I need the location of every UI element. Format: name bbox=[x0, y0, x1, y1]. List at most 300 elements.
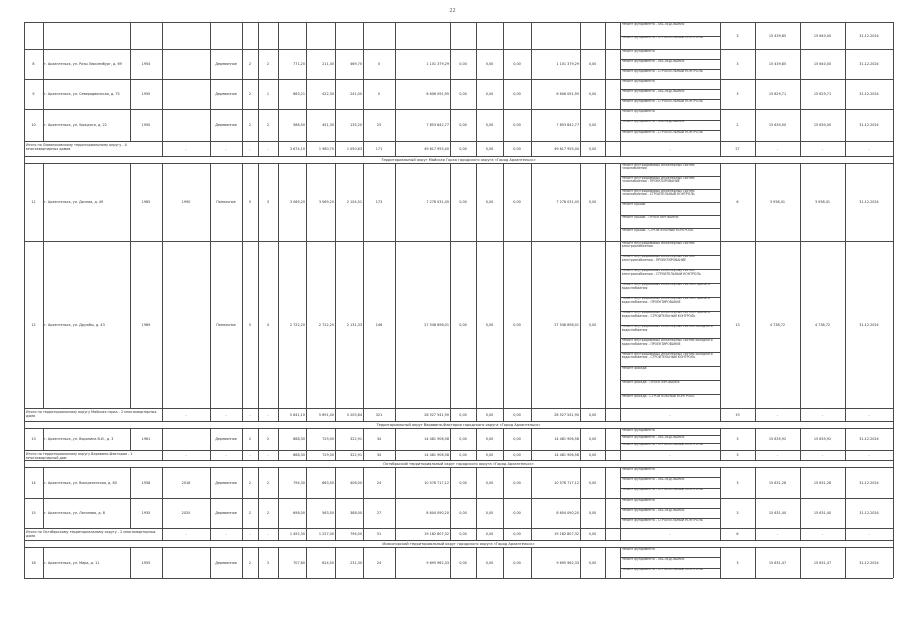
row-total-area: 3 674,10 bbox=[289, 146, 305, 151]
total-work-count: 6 bbox=[736, 532, 739, 536]
row-fund-3: 0,00 bbox=[513, 480, 521, 485]
row-year-built: 1950 bbox=[141, 123, 151, 127]
row-deadline: 31.12.2024 bbox=[859, 480, 879, 485]
row-fund-owners: 10 578 717,12 bbox=[554, 480, 579, 485]
row-wall-material: Деревянное bbox=[215, 437, 237, 441]
grid-vline bbox=[306, 22, 307, 49]
row-year-built: 1954 bbox=[141, 62, 151, 66]
grid-vline bbox=[893, 408, 894, 421]
row-year-built: 1935 bbox=[141, 511, 151, 515]
row-total-area: 2 722,20 bbox=[289, 322, 305, 327]
grid-hline bbox=[24, 79, 893, 80]
row-owned-area: 322,91 bbox=[350, 453, 362, 457]
row-deadline: 31.12.2024 bbox=[859, 92, 879, 96]
row-unit-price: 15 439,85 bbox=[768, 33, 787, 38]
row-address: г. Архангельск, ул. Дружбы, д. 43 bbox=[44, 322, 105, 327]
total-label: Итого по территориальному округу Майская горка - 2 многоквартирных дома bbox=[26, 410, 157, 418]
row-total-area: 663,21 bbox=[293, 92, 305, 96]
row-unit-price: 15 439,85 bbox=[768, 62, 787, 66]
section-header: Территориальный округ Варавино-Фактория городского округа «Город Архангельск» bbox=[376, 422, 541, 427]
row-living-area: 1 980,70 bbox=[318, 146, 334, 151]
row-unit-price: 3 958,41 bbox=[769, 200, 786, 204]
row-fund-2: 0,00 bbox=[485, 123, 494, 127]
total-dash: - bbox=[267, 453, 269, 457]
row-fund-2: 0,00 bbox=[485, 322, 494, 327]
total-dash: - bbox=[249, 146, 251, 151]
row-deadline: 31.12.2024 bbox=[859, 33, 879, 38]
grid-vline bbox=[130, 22, 131, 49]
grid-vline bbox=[24, 450, 25, 460]
row-entrances: 2 bbox=[266, 437, 270, 441]
work-type-item: Ремонт фундамента - ОБСЛЕДОВАНИЕ bbox=[621, 435, 685, 439]
row-cost: 10 578 717,12 bbox=[424, 480, 449, 485]
row-work-count: 3 bbox=[736, 33, 739, 38]
row-price-limit: 15 635,92 bbox=[813, 437, 832, 441]
row-fund-owners: 9 695 962,33 bbox=[556, 560, 579, 565]
row-fund-owners: 14 481 906,58 bbox=[554, 437, 579, 441]
row-cost: 7 853 842,77 bbox=[426, 123, 449, 127]
grid-hline bbox=[24, 141, 893, 142]
row-fund-5: 0,00 bbox=[588, 480, 597, 485]
grid-vline bbox=[24, 528, 25, 540]
row-address: г. Архангельск, ул. Логинова, д. 8 bbox=[44, 511, 105, 515]
row-floors: 5 bbox=[248, 200, 252, 204]
row-fund-5: 0,00 bbox=[588, 453, 597, 457]
row-entrances: 3 bbox=[266, 200, 270, 204]
row-deadline: 31.12.2024 bbox=[859, 560, 879, 565]
row-residents: 173 bbox=[375, 200, 383, 204]
grid-vline bbox=[162, 547, 163, 578]
row-fund-3: 0,00 bbox=[513, 532, 521, 536]
grid-vline bbox=[580, 22, 581, 49]
row-number: 15 bbox=[31, 511, 36, 515]
row-living-area: 5 691,40 bbox=[318, 412, 334, 417]
row-living-area: 563,50 bbox=[322, 511, 334, 515]
row-fund-1: 0,00 bbox=[459, 560, 467, 565]
grid-hline bbox=[24, 163, 893, 164]
row-entrances: 1 bbox=[266, 92, 270, 96]
row-price-limit: 15 630,00 bbox=[813, 123, 832, 127]
total-dash: - bbox=[225, 453, 227, 457]
row-work-count: 3 bbox=[736, 560, 739, 565]
work-type-item: Ремонт внутридомовых инженерных систем электроснабжения bbox=[621, 241, 695, 249]
work-type-item: Ремонт внутридомовых инженерных систем горячего водоснабжения - ПРОЕКТИРОВАНИЕ bbox=[621, 297, 711, 304]
grid-vline bbox=[893, 528, 894, 540]
row-fund-5: 0,00 bbox=[588, 532, 597, 536]
row-fund-2: 0,00 bbox=[485, 92, 494, 96]
row-fund-owners: 1 101 379,29 bbox=[556, 62, 579, 66]
work-type-item: Ремонт внутридомовых инженерных систем горячего водоснабжения - СТРОИТЕЛЬНЫЙ КОНТРОЛЬ bbox=[621, 311, 711, 318]
row-number: 9 bbox=[32, 92, 35, 96]
grid-vline bbox=[605, 467, 606, 498]
total-dash: - bbox=[249, 532, 251, 536]
row-fund-1: 0,00 bbox=[459, 123, 467, 127]
work-type-item: Ремонт фундамента bbox=[621, 109, 655, 113]
row-fund-2: 0,00 bbox=[485, 437, 494, 441]
total-dash: - bbox=[821, 453, 824, 457]
grid-vline bbox=[162, 241, 163, 408]
work-type-item: Ремонт фундамента - СТРОИТЕЛЬНЫЙ КОНТРОЛЬ bbox=[621, 568, 703, 572]
row-fund-owners: 6 606 091,95 bbox=[556, 92, 579, 96]
row-floors: 2 bbox=[248, 560, 252, 565]
work-type-item: Ремонт фундамента bbox=[621, 428, 655, 432]
grid-hline bbox=[24, 528, 893, 529]
row-owned-area: 2 131,33 bbox=[346, 322, 362, 327]
row-living-area: 211,30 bbox=[322, 62, 334, 66]
row-fund-1: 0,00 bbox=[459, 453, 467, 457]
row-cost: 9 695 962,33 bbox=[426, 560, 449, 565]
row-residents: 34 bbox=[376, 453, 382, 457]
row-work-count: 3 bbox=[736, 511, 739, 515]
row-fund-1: 0,00 bbox=[459, 480, 467, 485]
row-living-area: 451,30 bbox=[322, 123, 334, 127]
work-type-item: Ремонт фундамента bbox=[621, 467, 655, 471]
work-type-item: Ремонт крыши - СТРОИТЕЛЬНЫЙ КОНТРОЛЬ bbox=[621, 228, 694, 232]
row-cost: 8 604 090,20 bbox=[426, 511, 449, 515]
row-address: г. Архангельск, ул. Воскресенская, д. 80 bbox=[44, 480, 117, 485]
total-dash: - bbox=[225, 412, 227, 417]
grid-vline bbox=[450, 22, 451, 49]
row-fund-3: 0,00 bbox=[513, 146, 521, 151]
total-dash: - bbox=[267, 412, 269, 417]
row-total-area: 707,60 bbox=[293, 560, 305, 565]
row-fund-5: 0,00 bbox=[588, 200, 597, 204]
grid-vline bbox=[395, 22, 396, 49]
work-type-item: Ремонт фундамента bbox=[621, 79, 655, 83]
work-type-item: Ремонт внутридомовых инженерных систем электроснабжения - ПРОЕКТИРОВАНИЕ bbox=[621, 255, 695, 262]
work-type-item: Ремонт фундамента - СТРОИТЕЛЬНЫЙ КОНТРОЛЬ bbox=[621, 518, 703, 522]
row-work-count: 3 bbox=[736, 480, 739, 485]
grid-vline bbox=[605, 408, 606, 421]
row-wall-material: Деревянное bbox=[215, 62, 237, 66]
total-dash: - bbox=[267, 532, 269, 536]
row-fund-owners: 7 853 842,77 bbox=[556, 123, 579, 127]
row-residents: 51 bbox=[376, 532, 382, 536]
row-living-area: 1 227,00 bbox=[318, 532, 334, 536]
total-label: Итого по территориальному округу Варавино-Фактория - 1 многоквартирный дом bbox=[26, 452, 133, 460]
work-type-item: Ремонт фундамента - СТРОИТЕЛЬНЫЙ КОНТРОЛЬ bbox=[621, 443, 703, 447]
grid-vline bbox=[503, 22, 504, 49]
grid-vline bbox=[893, 428, 894, 450]
row-owned-area: 5 205,84 bbox=[346, 412, 362, 417]
work-type-item: Ремонт внутридомовых инженерных систем газоснабжения - СТРОИТЕЛЬНЫЙ КОНТРОЛЬ bbox=[621, 189, 695, 197]
row-wall-material: Деревянное bbox=[215, 480, 237, 485]
row-fund-3: 0,00 bbox=[513, 322, 521, 327]
row-deadline: 31.12.2024 bbox=[859, 322, 879, 327]
grid-hline bbox=[24, 467, 893, 468]
grid-vline bbox=[210, 22, 211, 49]
row-wall-material: Деревянное bbox=[215, 92, 237, 96]
row-fund-1: 0,00 bbox=[459, 322, 467, 327]
total-label: Итого по Ломоносовскому территориальному округу - 4 многоквартирных домов bbox=[26, 143, 127, 151]
row-cost: 7 278 031,45 bbox=[426, 200, 449, 204]
row-living-area: 3 069,20 bbox=[318, 200, 334, 204]
work-type-item: Ремонт внутридомовых инженерных систем холодного водоснабжения - СТРОИТЕЛЬНЫЙ КОНТРОЛЬ bbox=[621, 352, 713, 360]
total-dash: - bbox=[868, 412, 870, 417]
row-fund-owners: 19 182 807,32 bbox=[554, 532, 579, 536]
grid-vline bbox=[531, 22, 532, 49]
grid-hline bbox=[24, 498, 893, 499]
row-year-built: 1961 bbox=[141, 437, 151, 441]
grid-vline bbox=[278, 22, 279, 49]
row-unit-price: 15 629,71 bbox=[768, 92, 787, 96]
grid-vline bbox=[162, 109, 163, 141]
row-total-area: 771,20 bbox=[293, 62, 305, 66]
row-unit-price: 15 631,47 bbox=[768, 560, 787, 565]
row-price-limit: 15 631,28 bbox=[813, 480, 832, 485]
row-cost: 27 548 898,01 bbox=[424, 322, 449, 327]
total-dash: - bbox=[868, 532, 870, 536]
row-floors: 2 bbox=[248, 511, 252, 515]
row-floors: 2 bbox=[248, 480, 252, 485]
row-number: 14 bbox=[31, 480, 36, 485]
row-floors: 2 bbox=[248, 123, 252, 127]
row-number: 12 bbox=[31, 322, 36, 327]
row-year-built: 1950 bbox=[141, 92, 151, 96]
row-work-count: 13 bbox=[735, 322, 740, 327]
total-dash: - bbox=[185, 146, 187, 151]
row-entrances: 2 bbox=[266, 480, 270, 485]
row-fund-1: 0,00 bbox=[459, 200, 467, 204]
total-dash: - bbox=[821, 532, 824, 536]
work-type-item: Ремонт фундамента - ОБСЛЕДОВАНИЕ bbox=[621, 557, 685, 561]
grid-vline bbox=[363, 22, 364, 49]
row-address: г. Архангельск, ул. Дачная, д. 49 bbox=[44, 200, 104, 204]
page-number: 22 bbox=[449, 8, 456, 14]
grid-hline bbox=[24, 22, 893, 23]
row-fund-1: 0,00 bbox=[459, 532, 467, 536]
total-work-count: 27 bbox=[735, 146, 740, 151]
row-unit-price: 15 631,28 bbox=[768, 480, 787, 485]
row-owned-area: 322,91 bbox=[350, 437, 362, 441]
row-total-area: 868,30 bbox=[293, 453, 305, 457]
row-year-renovated: 2016 bbox=[181, 480, 191, 485]
grid-vline bbox=[162, 49, 163, 79]
section-header: Исакогорский территориальный округ городского округа «Город Архангельск» bbox=[382, 541, 535, 546]
grid-vline bbox=[605, 547, 606, 578]
row-cost: 19 182 807,32 bbox=[424, 532, 449, 536]
row-price-limit: 15 631,40 bbox=[813, 511, 832, 515]
row-cost: 14 481 906,58 bbox=[424, 437, 449, 441]
row-fund-2: 0,00 bbox=[485, 532, 494, 536]
row-fund-3: 0,00 bbox=[513, 123, 521, 127]
row-fund-5: 0,00 bbox=[588, 62, 597, 66]
row-work-count: 2 bbox=[736, 123, 739, 127]
row-deadline: 31.12.2024 bbox=[859, 200, 879, 204]
total-dash: - bbox=[868, 453, 870, 457]
row-price-limit: 3 958,41 bbox=[814, 200, 831, 204]
work-type-item: Ремонт крыши - ПРОЕКТИРОВАНИЕ bbox=[621, 215, 679, 219]
total-dash: - bbox=[669, 146, 671, 151]
grid-vline bbox=[258, 22, 259, 49]
grid-vline bbox=[893, 421, 894, 428]
work-type-item: Ремонт фундамента bbox=[621, 547, 655, 551]
row-fund-3: 0,00 bbox=[513, 92, 521, 96]
row-fund-1: 0,00 bbox=[459, 146, 467, 151]
row-fund-owners: 8 604 090,20 bbox=[556, 511, 579, 515]
grid-vline bbox=[893, 141, 894, 156]
grid-vline bbox=[893, 156, 894, 163]
row-fund-2: 0,00 bbox=[485, 200, 494, 204]
work-type-item: Ремонт фундамента - СТРОИТЕЛЬНЫЙ КОНТРОЛЬ bbox=[621, 36, 703, 39]
grid-vline bbox=[24, 22, 25, 49]
row-fund-5: 0,00 bbox=[588, 92, 597, 96]
work-type-item: Ремонт фундамента - СТРОИТЕЛЬНЫЙ КОНТРОЛЬ bbox=[621, 488, 703, 492]
total-dash: - bbox=[669, 412, 671, 417]
row-fund-5: 0,00 bbox=[588, 412, 597, 417]
grid-vline bbox=[24, 141, 25, 156]
row-deadline: 31.12.2024 bbox=[859, 511, 879, 515]
row-wall-material: Панельное bbox=[216, 322, 236, 327]
row-residents: 34 bbox=[376, 437, 382, 441]
grid-vline bbox=[893, 460, 894, 467]
grid-vline bbox=[605, 450, 606, 460]
grid-hline bbox=[24, 450, 893, 451]
row-fund-1: 0,00 bbox=[459, 412, 467, 417]
row-fund-2: 0,00 bbox=[485, 480, 494, 485]
row-fund-5: 0,00 bbox=[588, 437, 597, 441]
row-owned-area: 2 104,51 bbox=[346, 200, 362, 204]
grid-vline bbox=[476, 22, 477, 49]
grid-vline bbox=[24, 408, 25, 421]
row-owned-area: 388,00 bbox=[350, 511, 362, 515]
row-price-limit: 15 631,47 bbox=[813, 560, 832, 565]
row-entrances: 3 bbox=[266, 560, 270, 565]
row-fund-2: 0,00 bbox=[485, 511, 494, 515]
row-entrances: 2 bbox=[266, 123, 270, 127]
grid-hline bbox=[24, 241, 893, 242]
row-residents: 146 bbox=[375, 322, 383, 327]
row-owned-area: 406,00 bbox=[350, 480, 362, 485]
grid-vline bbox=[605, 141, 606, 156]
row-work-count: 3 bbox=[736, 62, 739, 66]
total-dash: - bbox=[669, 453, 671, 457]
row-work-count: 3 bbox=[736, 92, 739, 96]
row-year-renovated: 2020 bbox=[181, 511, 191, 515]
row-year-built: 1958 bbox=[141, 480, 151, 485]
row-fund-owners: 28 527 541,90 bbox=[554, 412, 579, 417]
total-dash: - bbox=[185, 453, 187, 457]
total-dash: - bbox=[776, 453, 779, 457]
grid-vline bbox=[162, 79, 163, 109]
row-fund-1: 0,00 bbox=[459, 62, 467, 66]
row-fund-3: 0,00 bbox=[513, 437, 521, 441]
grid-vline bbox=[893, 79, 894, 109]
row-cost: 49 617 955,40 bbox=[424, 146, 449, 151]
row-work-count: 3 bbox=[736, 437, 739, 441]
work-type-item: Ремонт фасада bbox=[621, 366, 647, 370]
row-fund-3: 0,00 bbox=[513, 511, 521, 515]
row-fund-3: 0,00 bbox=[513, 560, 521, 565]
row-floors: 2 bbox=[248, 92, 252, 96]
work-type-item: Ремонт крыши bbox=[621, 202, 646, 206]
row-owned-area: 469,70 bbox=[350, 62, 362, 66]
row-total-area: 1 492,30 bbox=[289, 532, 305, 536]
row-residents: 0 bbox=[377, 62, 381, 66]
grid-vline bbox=[893, 109, 894, 141]
row-work-count: 6 bbox=[736, 200, 739, 204]
grid-vline bbox=[893, 498, 894, 528]
work-type-item: Ремонт фундамента - СТРОИТЕЛЬНЫЙ КОНТРОЛЬ bbox=[621, 130, 703, 134]
grid-vline bbox=[893, 163, 894, 241]
row-total-area: 794,30 bbox=[293, 480, 305, 485]
row-price-limit: 4 738,72 bbox=[814, 322, 831, 327]
row-number: 8 bbox=[32, 62, 35, 66]
row-deadline: 31.12.2024 bbox=[859, 62, 879, 66]
grid-vline bbox=[605, 49, 606, 79]
row-number: 13 bbox=[31, 437, 36, 441]
row-wall-material: Деревянное bbox=[215, 560, 237, 565]
total-dash: - bbox=[669, 532, 671, 536]
row-cost: 28 527 541,90 bbox=[424, 412, 449, 417]
grid-vline bbox=[605, 79, 606, 109]
total-dash: - bbox=[267, 146, 269, 151]
row-number: 10 bbox=[31, 123, 36, 127]
row-price-limit: 15 640,00 bbox=[813, 33, 832, 38]
grid-hline bbox=[24, 547, 893, 548]
work-type-item: Ремонт фундамента - ОБСЛЕДОВАНИЕ bbox=[621, 89, 685, 93]
total-dash: - bbox=[185, 532, 187, 536]
row-living-area: 663,50 bbox=[322, 480, 334, 485]
row-address: г. Архангельск, ул. Воронина В.И., д. 3 bbox=[44, 437, 114, 441]
grid-vline bbox=[43, 22, 44, 49]
grid-vline bbox=[893, 450, 894, 460]
work-type-item: Ремонт фасада - ПРОЕКТИРОВАНИЕ bbox=[621, 380, 680, 384]
row-entrances: 2 bbox=[266, 511, 270, 515]
grid-vline bbox=[605, 241, 606, 408]
row-fund-3: 0,00 bbox=[513, 200, 521, 204]
row-address: г. Архангельск, ул. Мира, д. 11 bbox=[44, 560, 100, 565]
grid-hline bbox=[24, 49, 893, 50]
row-living-area: 729,00 bbox=[322, 453, 334, 457]
row-fund-2: 0,00 bbox=[485, 453, 494, 457]
work-type-item: Ремонт внутридомовых инженерных систем газоснабжения bbox=[621, 163, 695, 171]
row-fund-5: 0,00 bbox=[588, 511, 597, 515]
row-cost: 6 606 091,95 bbox=[426, 92, 449, 96]
row-total-area: 3 069,20 bbox=[289, 200, 305, 204]
grid-vline bbox=[605, 528, 606, 540]
grid-vline bbox=[605, 22, 606, 49]
work-type-item: Ремонт фундамента - СТРОИТЕЛЬНЫЙ КОНТРОЛЬ bbox=[621, 99, 703, 103]
row-unit-price: 15 635,92 bbox=[768, 437, 787, 441]
total-dash: - bbox=[776, 412, 779, 417]
work-type-item: Ремонт внутридомовых инженерных систем электроснабжения - СТРОИТЕЛЬНЫЙ КОНТРОЛЬ bbox=[621, 269, 701, 276]
row-fund-1: 0,00 bbox=[459, 92, 467, 96]
grid-vline bbox=[893, 22, 894, 49]
row-total-area: 698,00 bbox=[293, 511, 305, 515]
grid-vline bbox=[893, 49, 894, 79]
work-type-item: Ремонт внутридомовых инженерных систем горячего водоснабжения bbox=[621, 283, 711, 290]
total-dash: - bbox=[776, 532, 779, 536]
row-residents: 24 bbox=[376, 560, 382, 565]
grid-vline bbox=[605, 498, 606, 528]
row-living-area: 624,50 bbox=[322, 560, 334, 565]
row-fund-5: 0,00 bbox=[588, 123, 597, 127]
row-year-renovated: 1990 bbox=[181, 200, 191, 204]
total-dash: - bbox=[225, 532, 227, 536]
work-type-item: Ремонт фундамента - ОБСЛЕДОВАНИЕ bbox=[621, 477, 685, 481]
grid-vline bbox=[893, 467, 894, 498]
row-owned-area: 231,30 bbox=[350, 560, 362, 565]
row-total-area: 5 641,10 bbox=[289, 412, 305, 417]
total-dash: - bbox=[249, 453, 251, 457]
row-address: г. Архангельск, ул. Урицкого, д. 22 bbox=[44, 123, 107, 127]
grid-vline bbox=[605, 109, 606, 141]
row-number: 16 bbox=[31, 560, 36, 565]
total-dash: - bbox=[225, 146, 227, 151]
row-floors: 5 bbox=[248, 322, 252, 327]
row-entrances: 4 bbox=[266, 322, 270, 327]
